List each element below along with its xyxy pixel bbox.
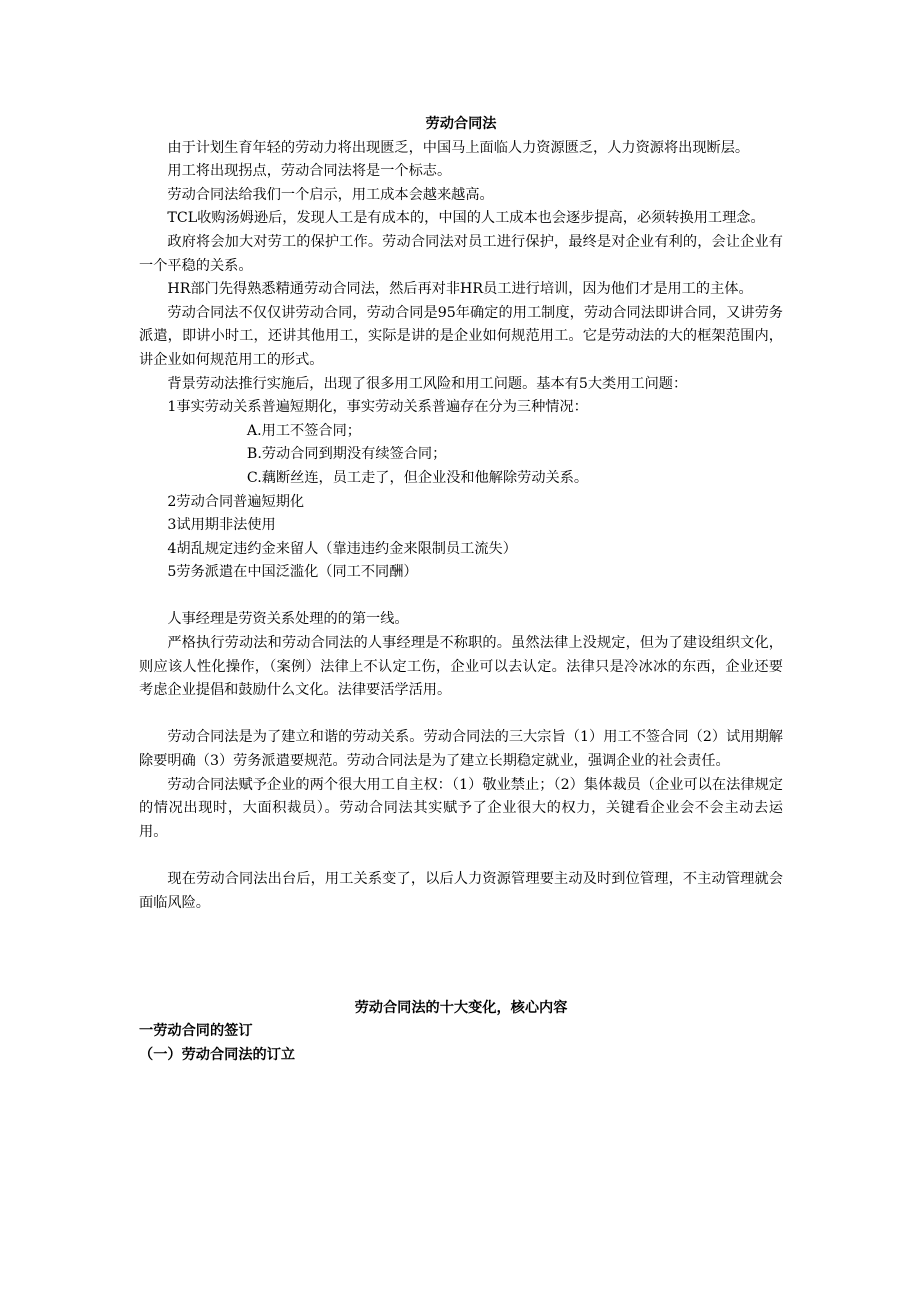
issue-item: 4胡乱规定违约金来留人（靠违违约金来限制员工流失） [167, 540, 517, 557]
paragraph: HR部门先得熟悉精通劳动合同法，然后再对非HR员工进行培训，因为他们才是用工的主体。 [167, 281, 753, 298]
section-title: 劳动合同法的十大变化，核心内容 [354, 999, 568, 1016]
heading-level-1: 一劳动合同的签订 [139, 1023, 253, 1040]
document-body [139, 113, 783, 1068]
paragraph: 人事经理是劳资关系处理的的第一线。 [167, 611, 409, 628]
paragraph: 由于计划生育年轻的劳动力将出现匮乏，中国马上面临人力资源匮乏，人力资源将出现断层。 [167, 139, 750, 156]
blank-line [139, 703, 783, 727]
paragraph: 劳动合同法是为了建立和谐的劳动关系。劳动合同法的三大宗旨（1）用工不签合同（2）试用期解除要明确（3）劳务派遣要规范。劳动合同法是为了建立长期稳定就业，强调企业的社会责任。 [139, 729, 783, 770]
paragraph: 劳动合同法给我们一个启示，用工成本会越来越高。 [167, 186, 494, 203]
paragraph: 用工将出现拐点，劳动合同法将是一个标志。 [167, 163, 452, 180]
sub-item: A.用工不签合同； [246, 422, 361, 439]
sub-item: C.藕断丝连，员工走了，但企业没和他解除劳动关系。 [246, 469, 589, 486]
issue-item: 1事实劳动关系普遍短期化，事实劳动关系普遍存在分为三种情况： [167, 399, 588, 416]
paragraph: 政府将会加大对劳工的保护工作。劳动合同法对员工进行保护，最终是对企业有利的，会让企业有一个平稳的关系。 [139, 233, 783, 274]
issue-item: 2劳动合同普遍短期化 [167, 493, 305, 510]
paragraph: TCL收购汤姆逊后，发现人工是有成本的，中国的人工成本也会逐步提高，必须转换用工理念。 [167, 210, 765, 227]
heading-level-2: （一）劳动合同法的订立 [139, 1046, 296, 1063]
blank-line [139, 844, 783, 868]
paragraph: 背景劳动法推行实施后，出现了很多用工风险和用工问题。基本有5大类用工问题： [167, 375, 688, 392]
paragraph: 劳动合同法赋予企业的两个很大用工自主权：（1）敬业禁止；（2）集体裁员（企业可以在法律规定的情况出现时，大面积裁员）。劳动合同法其实赋予了企业很大的权力，关键看企业会不会主动去运用。 [139, 776, 783, 840]
sub-item: B.劳动合同到期没有续签合同； [246, 446, 447, 463]
paragraph: 严格执行劳动法和劳动合同法的人事经理是不称职的。虽然法律上没规定，但为了建设组织文化，则应该人性化操作，（案例）法律上不认定工伤，企业可以去认定。法律只是冷冰冰的东西，企业还要考虑企业提倡和鼓励什么文化。法律要活学活用。 [139, 635, 783, 699]
issue-item: 3试用期非法使用 [167, 517, 276, 534]
blank-line [139, 973, 783, 997]
blank-gap [139, 915, 783, 973]
blank-line [139, 585, 783, 609]
paragraph: 现在劳动合同法出台后，用工关系变了，以后人力资源管理要主动及时到位管理，不主动管理就会面临风险。 [139, 871, 783, 911]
paragraph: 劳动合同法不仅仅讲劳动合同，劳动合同是95年确定的用工制度，劳动合同法即讲合同，又讲劳务派遣，即讲小时工，还讲其他用工，实际是讲的是企业如何规范用工。它是劳动法的大的框架范围内，讲企业如何规范用工的形式。 [139, 304, 783, 368]
document-title: 劳动合同法 [425, 116, 497, 132]
issue-item: 5劳务派遣在中国泛滥化（同工不同酬） [167, 564, 418, 581]
